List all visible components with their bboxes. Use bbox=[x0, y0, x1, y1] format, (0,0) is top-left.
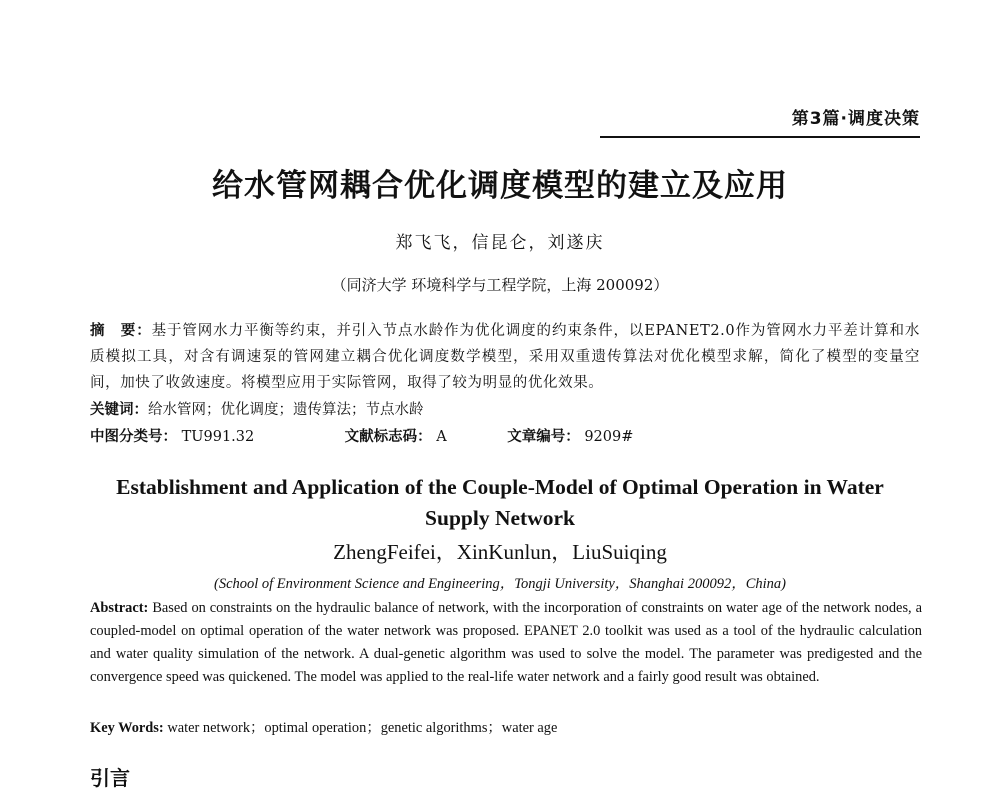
english-abstract-text: Based on constraints on the hydraulic balance of network, with the incorporation of constraints on water age of the network nodes, a coupled-model on optimal operation of the water network was proposed. EPANET 2.0 toolkit was used as a tool of the hydraulic calculation and water quality simulation of the network. A dual-genetic algorithm was used to solve the model. The parameter was predigested and the convergence speed was quickened. The model was applied to the real-life water network and a fairly good result was obtained. bbox=[90, 600, 922, 685]
section-tag: 第3篇·调度决策 bbox=[791, 109, 920, 129]
english-title: Establishment and Application of the Couple-Model of Optimal Operation in Water Supply Network bbox=[116, 475, 884, 530]
english-keywords-text: water network；optimal operation；genetic algorithms；water age bbox=[167, 720, 558, 736]
chinese-abstract-text: 基于管网水力平衡等约束，并引入节点水龄作为优化调度的约束条件，以EPANET2.0作为管网水力平差计算和水质模拟工具，对含有调速泵的管网建立耦合优化调度数学模型，采用双重遗传算法对优化模型求解，简化了模型的变量空间，加快了收敛速度。将模型应用于实际管网，取得了较为明显的优化效果。 bbox=[90, 323, 920, 391]
english-affiliation: (School of Environment Science and Engineering，Tongji University，Shanghai 200092，China) bbox=[213, 576, 786, 592]
chinese-keywords-text: 给水管网；优化调度；遗传算法；节点水龄 bbox=[148, 402, 424, 418]
header-rule bbox=[600, 136, 920, 138]
chinese-keywords bbox=[90, 398, 920, 419]
chinese-abstract-label: 摘 要： bbox=[90, 323, 152, 339]
introduction-heading: 引言 bbox=[90, 766, 130, 790]
chinese-affiliation: （同济大学 环境科学与工程学院，上海 200092） bbox=[331, 276, 669, 294]
chinese-authors: 郑飞飞，信昆仑，刘遂庆 bbox=[395, 233, 605, 253]
class-number-value: TU991.32 bbox=[181, 429, 255, 445]
classification-line bbox=[90, 425, 920, 446]
article-number-value: 9209# bbox=[584, 429, 634, 445]
document-code-label: 文献标志码： bbox=[344, 429, 432, 445]
english-abstract bbox=[90, 597, 922, 689]
english-authors: ZhengFeifei，XinKunlun，LiuSuiqing bbox=[333, 540, 667, 564]
chinese-abstract bbox=[90, 318, 920, 396]
chinese-keywords-label: 关键词： bbox=[90, 402, 148, 418]
chinese-title: 给水管网耦合优化调度模型的建立及应用 bbox=[212, 168, 788, 204]
class-number-label: 中图分类号： bbox=[90, 429, 177, 445]
document-code-value: A bbox=[436, 429, 447, 445]
article-number-label: 文章编号： bbox=[507, 429, 580, 445]
english-keywords bbox=[90, 716, 922, 737]
english-abstract-label: Abstract: bbox=[90, 600, 149, 616]
english-keywords-label: Key Words: bbox=[90, 720, 164, 736]
